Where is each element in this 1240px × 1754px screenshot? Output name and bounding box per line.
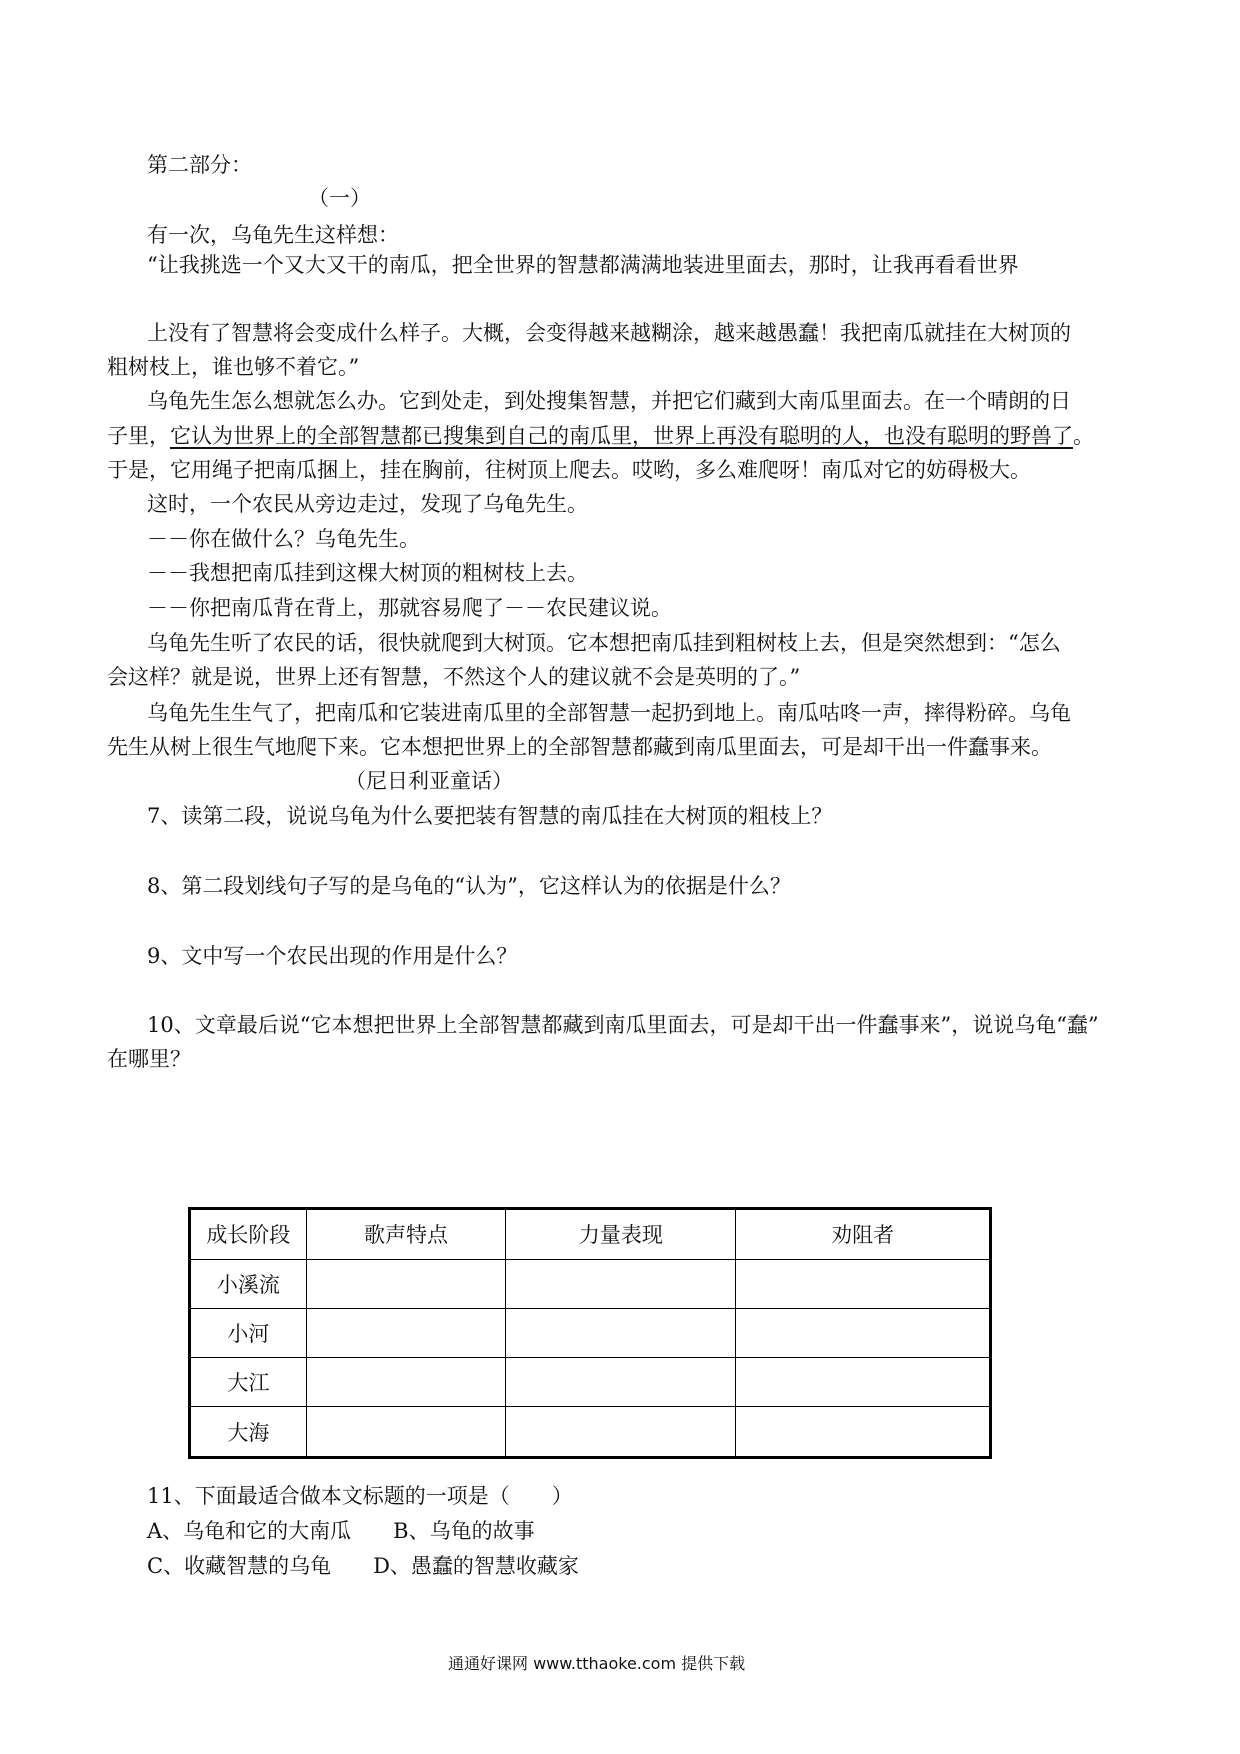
story-paragraph-2-line-3: 粗树枝上，谁也够不着它。”	[107, 355, 360, 379]
row-label: 大江	[190, 1358, 307, 1407]
row-label: 小溪流	[190, 1259, 307, 1308]
footer-credit: 通通好课网 www.tthaoke.com 提供下载	[448, 1654, 746, 1673]
story-paragraph-3-line-3: 于是，它用绳子把南瓜捆上，挂在胸前，往树顶上爬去。哎哟，多么难爬呀！南瓜对它的妨碍极大。	[107, 458, 1031, 482]
answer-cell[interactable]	[736, 1358, 991, 1407]
question-10-line-2: 在哪里？	[107, 1047, 191, 1071]
row-label: 小河	[190, 1308, 307, 1357]
story-paragraph-6-line-2: 先生从树上很生气地爬下来。它本想把世界上的全部智慧都藏到南瓜里面去，可是却干出一件蠢事来。	[107, 735, 1052, 759]
table-row	[190, 1259, 991, 1308]
question-11-options-ab: A、乌龟和它的大南瓜 B、乌龟的故事	[147, 1519, 535, 1543]
dialogue-line-2: －－我想把南瓜挂到这棵大树顶的粗树枝上去。	[147, 561, 588, 585]
table-header-cell: 劝阻者	[736, 1209, 991, 1260]
answer-cell[interactable]	[306, 1358, 506, 1407]
story-paragraph-5-line-1: 乌龟先生听了农民的话，很快就爬到大树顶。它本想把南瓜挂到粗树枝上去，但是突然想到：“怎么	[147, 631, 1061, 655]
question-7: 7、读第二段，说说乌龟为什么要把装有智慧的南瓜挂在大树顶的粗枝上？	[147, 804, 833, 828]
story-paragraph-3-line-2	[107, 426, 1094, 447]
question-11: 11、下面最适合做本文标题的一项是（ ）	[147, 1484, 573, 1508]
story-paragraph-4: 这时，一个农民从旁边走过，发现了乌龟先生。	[147, 492, 588, 516]
answer-cell[interactable]	[506, 1358, 736, 1407]
growth-stage-table	[188, 1207, 992, 1459]
underlined-sentence: 它认为世界上的全部智慧都已搜集到自己的南瓜里，世界上再没有聪明的人，也没有聪明的野兽了	[170, 424, 1073, 448]
text-segment: 子里，	[107, 424, 170, 448]
answer-cell[interactable]	[306, 1259, 506, 1308]
question-10-line-1: 10、文章最后说“它本想把世界上全部智慧都藏到南瓜里面去，可是却干出一件蠢事来”，说说乌龟“蠢”	[147, 1013, 1099, 1037]
story-paragraph-2-line-1: “让我挑选一个又大又干的南瓜，把全世界的智慧都满满地装进里面去，那时，让我再看看世界	[147, 253, 1019, 277]
story-paragraph-3-line-1: 乌龟先生怎么想就怎么办。它到处走，到处搜集智慧，并把它们藏到大南瓜里面去。在一个晴朗的日	[147, 389, 1071, 413]
answer-cell[interactable]	[506, 1259, 736, 1308]
row-label: 大海	[190, 1407, 307, 1458]
table-header-cell: 歌声特点	[306, 1209, 506, 1260]
table-row	[190, 1358, 991, 1407]
question-11-options-cd: C、收藏智慧的乌龟 D、愚蠢的智慧收藏家	[147, 1554, 579, 1578]
question-8: 8、第二段划线句子写的是乌龟的“认为”，它这样认为的依据是什么？	[147, 874, 791, 898]
story-paragraph-5-line-2: 会这样？就是说，世界上还有智慧，不然这个人的建议就不会是英明的了。”	[107, 665, 801, 689]
answer-cell[interactable]	[736, 1308, 991, 1357]
table-header-cell: 力量表现	[506, 1209, 736, 1260]
dialogue-line-3: －－你把南瓜背在背上，那就容易爬了－－农民建议说。	[147, 596, 672, 620]
story-paragraph-6-line-1: 乌龟先生生气了，把南瓜和它装进南瓜里的全部智慧一起扔到地上。南瓜咕咚一声，摔得粉碎。乌龟	[147, 701, 1071, 725]
table-row	[190, 1407, 991, 1458]
answer-cell[interactable]	[506, 1407, 736, 1458]
story-paragraph-2-line-2: 上没有了智慧将会变成什么样子。大概，会变得越来越糊涂，越来越愚蠢！我把南瓜就挂在大树顶的	[147, 321, 1071, 345]
story-source: （尼日利亚童话）	[345, 769, 513, 793]
table-header-cell: 成长阶段	[190, 1209, 307, 1260]
table-header-row	[190, 1209, 991, 1260]
table-row	[190, 1308, 991, 1357]
dialogue-line-1: －－你在做什么？乌龟先生。	[147, 527, 420, 551]
answer-cell[interactable]	[306, 1308, 506, 1357]
section-heading: 第二部分：	[147, 153, 252, 177]
story-paragraph-1: 有一次，乌龟先生这样想：	[147, 223, 399, 247]
answer-cell[interactable]	[736, 1407, 991, 1458]
section-number: （一）	[308, 186, 371, 210]
answer-cell[interactable]	[736, 1259, 991, 1308]
question-9: 9、文中写一个农民出现的作用是什么？	[147, 944, 518, 968]
answer-cell[interactable]	[506, 1308, 736, 1357]
answer-cell[interactable]	[306, 1407, 506, 1458]
text-segment: 。	[1073, 424, 1094, 448]
